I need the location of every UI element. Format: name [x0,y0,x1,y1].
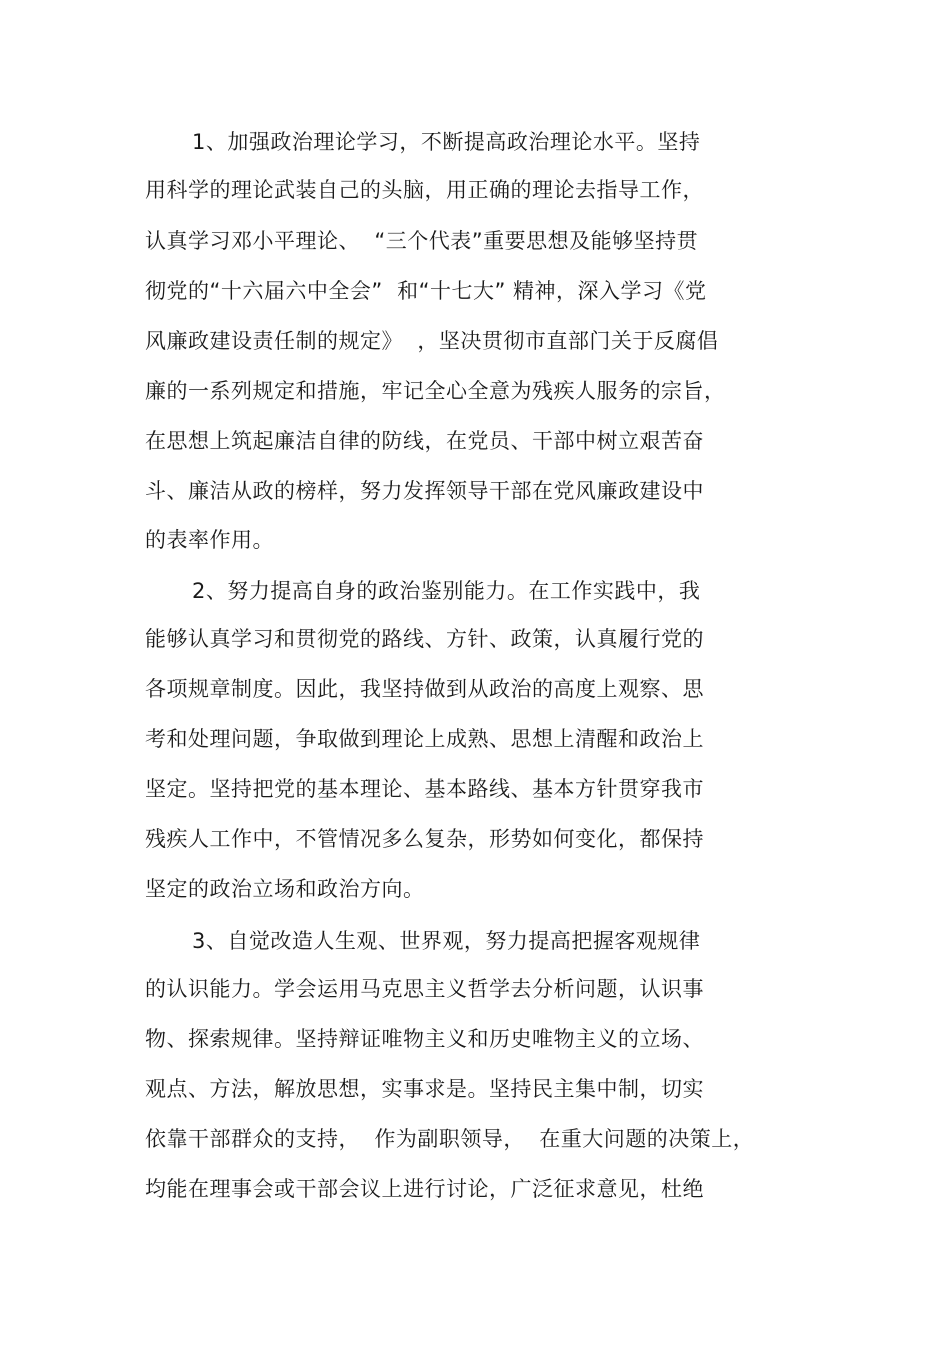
text-line: 考和处理问题，争取做到理论上成熟、思想上清醒和政治上 [145,727,704,751]
text-line: 风廉政建设责任制的规定》 ，坚决贯彻市直部门关于反腐倡 [145,329,719,353]
text-line: 残疾人工作中，不管情况多么复杂，形势如何变化，都保持 [145,827,704,851]
text-line: 用科学的理论武装自己的头脑，用正确的理论去指导工作， [145,178,704,202]
text-line: 2、努力提高自身的政治鉴别能力。在工作实践中，我 [192,579,701,603]
text-line: 的表率作用。 [145,528,274,552]
text-line: 观点、方法，解放思想，实事求是。坚持民主集中制，切实 [145,1077,704,1101]
text-line: 坚定的政治立场和政治方向。 [145,877,425,901]
text-line: 在思想上筑起廉洁自律的防线，在党员、干部中树立艰苦奋 [145,429,704,453]
text-line: 1、加强政治理论学习，不断提高政治理论水平。坚持 [192,130,701,154]
text-line: 各项规章制度。因此，我坚持做到从政治的高度上观察、思 [145,677,704,701]
text-line: 彻党的“十六届六中全会” 和“十七大” 精神，深入学习《党 [145,279,707,303]
text-line: 斗、廉洁从政的榜样，努力发挥领导干部在党风廉政建设中 [145,479,704,503]
text-line: 认真学习邓小平理论、 “三个代表”重要思想及能够坚持贯 [145,229,699,253]
text-line: 能够认真学习和贯彻党的路线、方针、政策，认真履行党的 [145,627,704,651]
text-line: 均能在理事会或干部会议上进行讨论，广泛征求意见，杜绝 [145,1177,704,1201]
text-line: 的认识能力。学会运用马克思主义哲学去分析问题，认识事 [145,977,704,1001]
text-line: 廉的一系列规定和措施，牢记全心全意为残疾人服务的宗旨， [145,379,726,403]
text-line: 坚定。坚持把党的基本理论、基本路线、基本方针贯穿我市 [145,777,704,801]
text-line: 物、探索规律。坚持辩证唯物主义和历史唯物主义的立场、 [145,1027,704,1051]
text-line: 依靠干部群众的支持， 作为副职领导， 在重大问题的决策上， [145,1127,755,1151]
text-line: 3、自觉改造人生观、世界观，努力提高把握客观规律 [192,929,701,953]
